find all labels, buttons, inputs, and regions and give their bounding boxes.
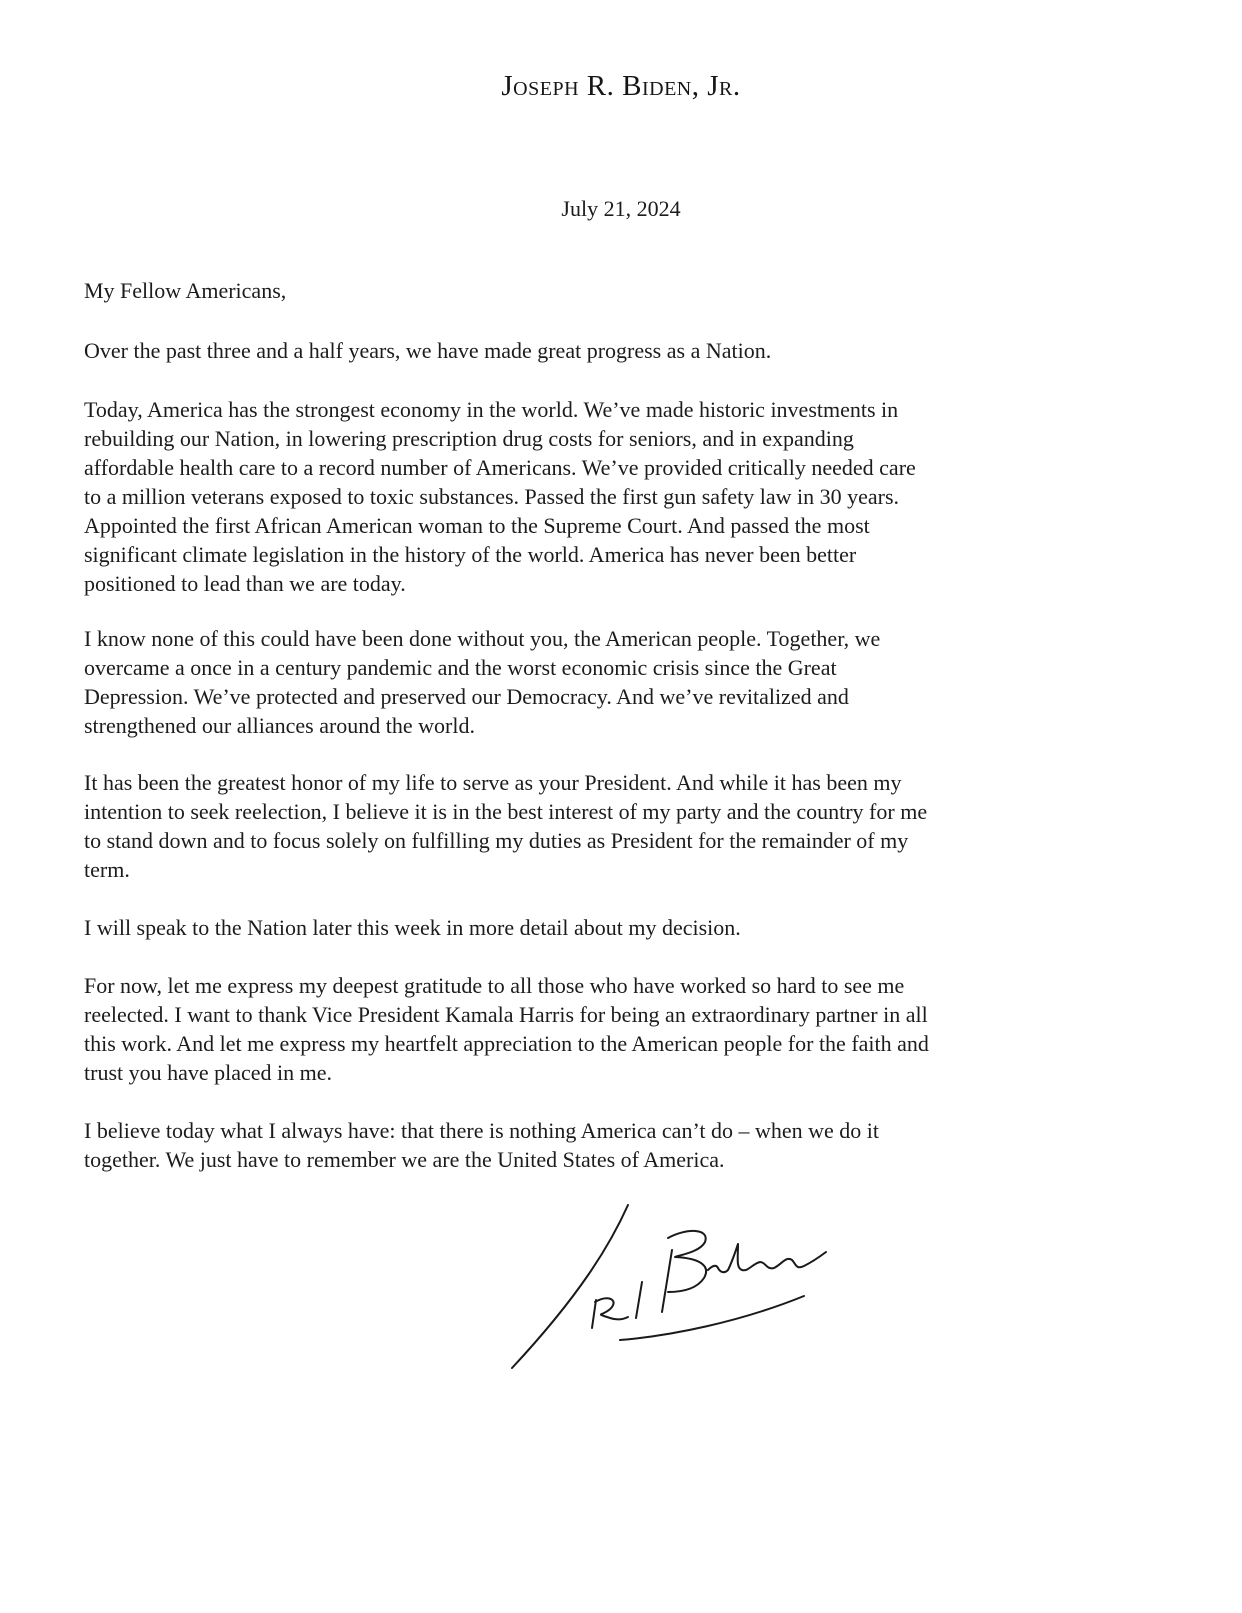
text-line: affordable health care to a record number of Americans. We’ve provided critically needed care bbox=[84, 455, 916, 480]
text-line: reelected. I want to thank Vice President Kamala Harris for being an extraordinary partner in all bbox=[84, 1002, 928, 1027]
paragraph-american-people bbox=[84, 624, 1174, 740]
text-line: to stand down and to focus solely on fulfilling my duties as President for the remainder of my bbox=[84, 828, 909, 853]
text-line: this work. And let me express my heartfelt appreciation to the American people for the faith and bbox=[84, 1031, 929, 1056]
text-line: positioned to lead than we are today. bbox=[84, 571, 406, 596]
text-line: overcame a once in a century pandemic and the worst economic crisis since the Great bbox=[84, 655, 837, 680]
text-line: I believe today what I always have: that there is nothing America can’t do – when we do it bbox=[84, 1118, 880, 1143]
handwritten-signature bbox=[500, 1200, 860, 1380]
paragraph-decision bbox=[84, 768, 1174, 884]
letterhead: Joseph R. Biden, Jr. bbox=[501, 70, 741, 102]
text-line: trust you have placed in me. bbox=[84, 1060, 333, 1085]
text-line: Over the past three and a half years, we have made great progress as a Nation. bbox=[84, 338, 772, 363]
text-line: term. bbox=[84, 857, 130, 882]
text-line: significant climate legislation in the history of the world. America has never been better bbox=[84, 542, 857, 567]
paragraph-progress bbox=[84, 336, 1174, 365]
text-line: to a million veterans exposed to toxic substances. Passed the first gun safety law in 30 years. bbox=[84, 484, 900, 509]
text-line: strengthened our alliances around the world. bbox=[84, 713, 475, 738]
paragraph-accomplishments bbox=[84, 395, 1174, 598]
text-line: Depression. We’ve protected and preserved our Democracy. And we’ve revitalized and bbox=[84, 684, 849, 709]
text-line: It has been the greatest honor of my life to serve as your President. And while it has been my bbox=[84, 770, 902, 795]
paragraph-speak-to-nation bbox=[84, 913, 1174, 942]
paragraph-closing bbox=[84, 1116, 1174, 1174]
text-line: Today, America has the strongest economy in the world. We’ve made historic investments in bbox=[84, 397, 899, 422]
text-line: intention to seek reelection, I believe it is in the best interest of my party and the country for me bbox=[84, 799, 928, 824]
text-line: I know none of this could have been done without you, the American people. Together, we bbox=[84, 626, 881, 651]
salutation bbox=[84, 276, 1174, 305]
text-line: rebuilding our Nation, in lowering prescription drug costs for seniors, and in expanding bbox=[84, 426, 854, 451]
text-line: For now, let me express my deepest gratitude to all those who have worked so hard to see me bbox=[84, 973, 905, 998]
text-line: together. We just have to remember we are the United States of America. bbox=[84, 1147, 725, 1172]
text-line: Appointed the first African American woman to the Supreme Court. And passed the most bbox=[84, 513, 870, 538]
text-line: I will speak to the Nation later this week in more detail about my decision. bbox=[84, 915, 741, 940]
letter-date: July 21, 2024 bbox=[561, 196, 681, 221]
paragraph-gratitude bbox=[84, 971, 1174, 1087]
salutation-line: My Fellow Americans, bbox=[84, 278, 287, 303]
